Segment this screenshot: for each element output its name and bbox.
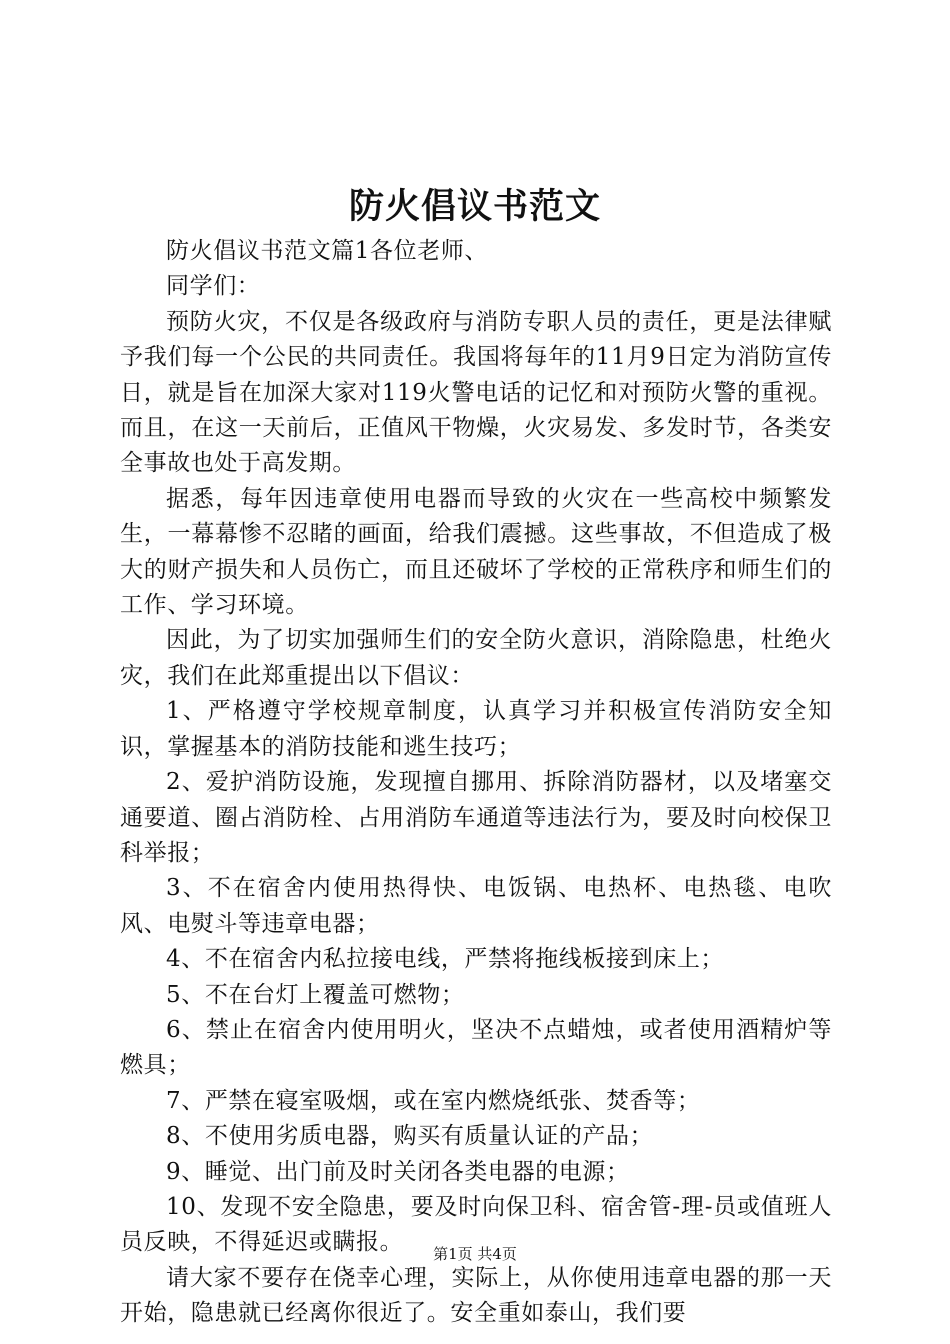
paragraph: 同学们：: [166, 273, 261, 300]
page-footer: 第1页 共4页: [433, 1245, 517, 1263]
list-item: 4、不在宿舍内私拉接电线，严禁将拖线板接到床上；: [166, 946, 725, 973]
list-item: 10、发现不安全隐患，要及时向保卫科、宿舍管-理-员或值班人员反映，不得延迟或瞒报。: [120, 1193, 832, 1256]
list-item: 3、不在宿舍内使用热得快、电饭锅、电热杯、电热毯、电吹风、电熨斗等违章电器；: [120, 875, 832, 937]
paragraph: 预防火灾，不仅是各级政府与消防专职人员的责任，更是法律赋予我们每一个公民的共同责任。我国将每年的11月9日定为消防宣传日，就是旨在加深大家对119火警电话的记忆和对预防火警的重视。而且，在这一天前后，正值风干物燥，火灾易发、多发时节，各类安全事故也处于高发期。: [120, 308, 832, 477]
list-item: 2、爱护消防设施，发现擅自挪用、拆除消防器材，以及堵塞交通要道、圈占消防栓、占用消防车通道等违法行为，要及时向校保卫科举报；: [120, 769, 832, 866]
document-title: 防火倡议书范文: [348, 186, 601, 227]
document-body: [120, 234, 832, 1332]
paragraph: 请大家不要存在侥幸心理，实际上，从你使用违章电器的那一天开始，隐患就已经离你很近了。安全重如泰山，我们要: [120, 1264, 832, 1327]
list-item: 9、睡觉、出门前及时关闭各类电器的电源；: [166, 1158, 630, 1185]
list-item: 8、不使用劣质电器，购买有质量认证的产品；: [166, 1123, 654, 1150]
list-item: 6、禁止在宿舍内使用明火，坚决不点蜡烛，或者使用酒精炉等燃具；: [120, 1016, 832, 1079]
list-item: 7、严禁在寝室吸烟，或在室内燃烧纸张、焚香等；: [166, 1087, 701, 1114]
paragraph: 因此，为了切实加强师生们的安全防火意识，消除隐患，杜绝火灾，我们在此郑重提出以下倡议：: [120, 627, 832, 689]
paragraph: 防火倡议书范文篇1各位老师、: [166, 238, 489, 264]
paragraph: 据悉，每年因违章使用电器而导致的火灾在一些高校中频繁发生，一幕幕惨不忍睹的画面，给我们震撼。这些事故，不但造成了极大的财产损失和人员伤亡，而且还破坏了学校的正常秩序和师生们的工作、学习环境。: [120, 485, 832, 619]
list-item: 1、严格遵守学校规章制度，认真学习并积极宣传消防安全知识，掌握基本的消防技能和逃生技巧；: [120, 698, 832, 760]
list-item: 5、不在台灯上覆盖可燃物；: [166, 981, 465, 1008]
